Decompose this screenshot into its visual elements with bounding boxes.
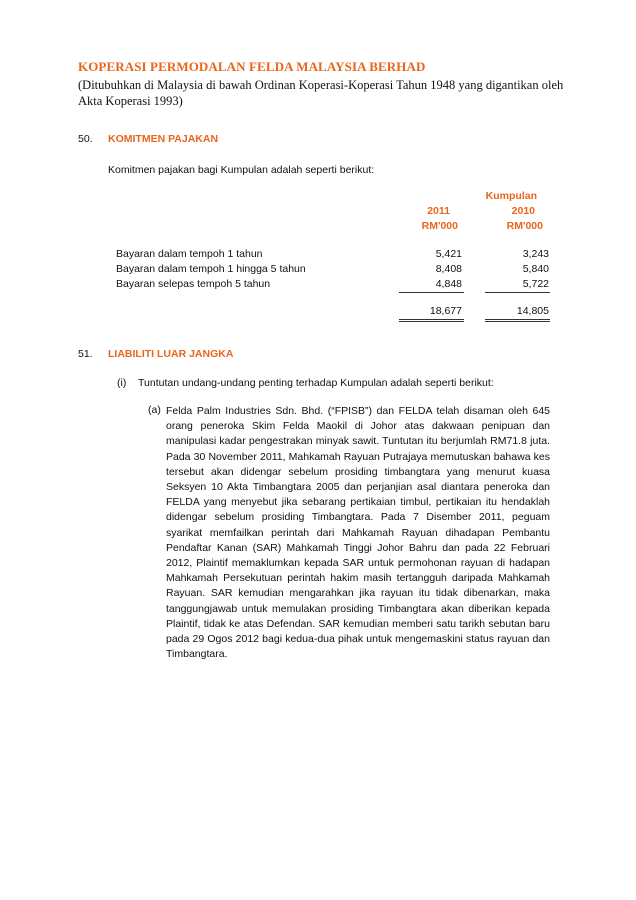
- note-50-title: KOMITMEN PAJAKAN: [108, 133, 219, 145]
- note-51-title: LIABILITI LUAR JANGKA: [108, 348, 234, 360]
- lease-row-2010: 3,243: [522, 248, 549, 260]
- col-2010-year: 2010: [511, 205, 535, 217]
- lease-row-2010: 5,840: [522, 263, 549, 275]
- lease-row-2011: 4,848: [435, 278, 462, 290]
- sub-item-marker: (i): [117, 377, 127, 389]
- item-a-text: Felda Palm Industries Sdn. Bhd. (“FPISB”) dan FELDA telah disaman oleh 645 orang peneroka Skim Felda Maokil di Johor atas dakwaan penipuan dan manipulasi kadar pengestrakan minyak sawit. Tuntutan itu berjumlah RM71.8 juta. Pada 30 November 2011, Mahkamah Rayuan Putrajaya memutuskan bahawa kes tersebut akan didengar sebelum prosiding timbangtara yang menurut kuasa Seksyen 10 Akta Timbangtara 2005 dan perjanjian asal diantara peneroka dan FELDA yang menyebut jika sebarang pertikaian timbul, pertikaian itu hendaklah didengar sebelum prosiding Timbangtara. Pada 7 Disember 2011, peguam syarikat memfailkan perintah dari Mahkamah Rayuan dihadapan Pembantu Pendaftar Kanan (SAR) Mahkamah Tinggi Johor Bahru dan pada 22 Februari 2012, Plaintif memaklumkan kepada SAR untuk permohonan rayuan di hadapan Mahkamah Persekutuan perintah hakim masih tertangguh daripada Mahkamah Rayuan. SAR kemudian mengarahkan jika rayuan itu tidak dibenarkan, maka tanggungjawab untuk memulakan prosiding Timbangtara akan diberikan kepada Plaintif, tidak ke atas Defendan. SAR kemudian memberi satu tarikh sebutan baru pada 29 Ogos 2012 bagi kedua-dua pihak untuk mengemaskini status rayuan dan Timbangtara.: [166, 405, 550, 661]
- lease-row-label: Bayaran dalam tempoh 1 hingga 5 tahun: [116, 263, 306, 275]
- lease-row-2011: 5,421: [435, 248, 462, 260]
- lease-row-label: Bayaran selepas tempoh 5 tahun: [116, 278, 271, 290]
- lease-row-2011: 8,408: [435, 263, 462, 275]
- total-2010: 14,805: [516, 305, 549, 317]
- col-2010-unit: RM'000: [506, 220, 543, 232]
- item-a-marker: (a): [148, 404, 161, 416]
- company-name: KOPERASI PERMODALAN FELDA MALAYSIA BERHAD: [78, 59, 426, 74]
- company-subtitle: (Ditubuhkan di Malaysia di bawah Ordinan Koperasi-Koperasi Tahun 1948 yang digantikan oleh Akta Koperasi 1993): [78, 78, 564, 108]
- total-line-2011-b: [399, 321, 464, 322]
- col-2011-year: 2011: [427, 205, 450, 217]
- note-51-number: 51.: [78, 348, 93, 360]
- total-2011: 18,677: [429, 305, 462, 317]
- note-50-intro: Komitmen pajakan bagi Kumpulan adalah seperti berikut:: [108, 164, 375, 176]
- subtotal-line-2011: [399, 292, 464, 293]
- note-50-number: 50.: [78, 133, 93, 145]
- lease-row-label: Bayaran dalam tempoh 1 tahun: [116, 248, 263, 260]
- sub-item-text: Tuntutan undang-undang penting terhadap Kumpulan adalah seperti berikut:: [138, 377, 494, 389]
- subtotal-line-2010: [485, 292, 550, 293]
- total-line-2010-a: [485, 319, 550, 320]
- group-label: Kumpulan: [485, 190, 537, 202]
- total-line-2010-b: [485, 321, 550, 322]
- col-2011-unit: RM'000: [421, 220, 458, 232]
- lease-row-2010: 5,722: [522, 278, 549, 290]
- total-line-2011-a: [399, 319, 464, 320]
